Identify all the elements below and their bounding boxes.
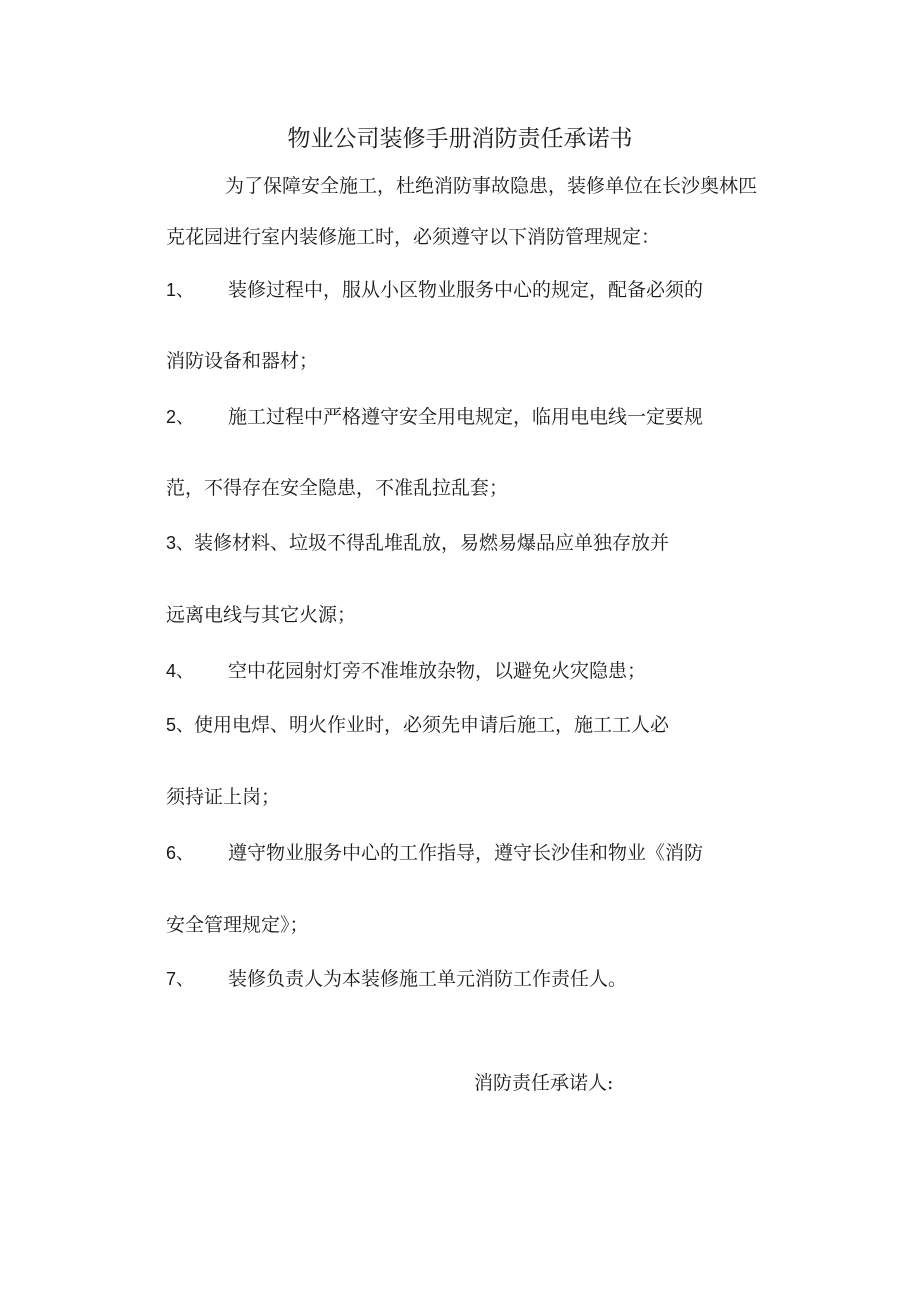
item-text: 遵守物业服务中心的工作指导，遵守长沙佳和物业《消防: [228, 842, 704, 864]
item-text: 空中花园射灯旁不准堆放杂物，以避免火灾隐患；: [228, 660, 647, 682]
item-number: 6、: [166, 843, 195, 863]
item-text: 装修过程中，服从小区物业服务中心的规定，配备必须的: [228, 279, 704, 301]
list-item-2: [166, 405, 703, 429]
item-number: 7、: [166, 969, 195, 989]
list-item-6-continuation: 安全管理规定》；: [166, 914, 309, 936]
signature-label: 消防责任承诺人:: [474, 1072, 614, 1094]
list-item-1-continuation: 消防设备和器材；: [166, 350, 319, 372]
list-item-5: [166, 713, 669, 737]
list-item-6: [166, 841, 703, 865]
list-item-4: [166, 659, 646, 683]
list-item-2-continuation: 范，不得存在安全隐患，不准乱拉乱套；: [166, 477, 509, 499]
list-item-5-continuation: 须持证上岗；: [166, 786, 281, 808]
intro-line-2: 克花园进行室内装修施工时，必须遵守以下消防管理规定：: [166, 226, 661, 248]
item-number: 1、: [166, 280, 195, 300]
document-title: 物业公司装修手册消防责任承诺书: [287, 126, 633, 152]
item-number: 4、: [166, 661, 195, 681]
intro-line-1: 为了保障安全施工，杜绝消防事故隐患，装修单位在长沙奥林匹: [225, 175, 758, 197]
list-item-7: [166, 967, 627, 991]
item-number: 5、: [166, 715, 195, 735]
list-item-1: [166, 278, 703, 302]
item-text: 装修材料、垃圾不得乱堆乱放，易燃易爆品应单独存放并: [194, 532, 670, 554]
item-text: 使用电焊、明火作业时，必须先申请后施工，施工工人必: [194, 714, 670, 736]
list-item-3-continuation: 远离电线与其它火源；: [166, 604, 357, 626]
list-item-3: [166, 531, 669, 555]
item-number: 3、: [166, 533, 195, 553]
item-text: 装修负责人为本装修施工单元消防工作责任人。: [228, 968, 628, 990]
item-number: 2、: [166, 407, 195, 427]
item-text: 施工过程中严格遵守安全用电规定，临用电电线一定要规: [228, 406, 704, 428]
